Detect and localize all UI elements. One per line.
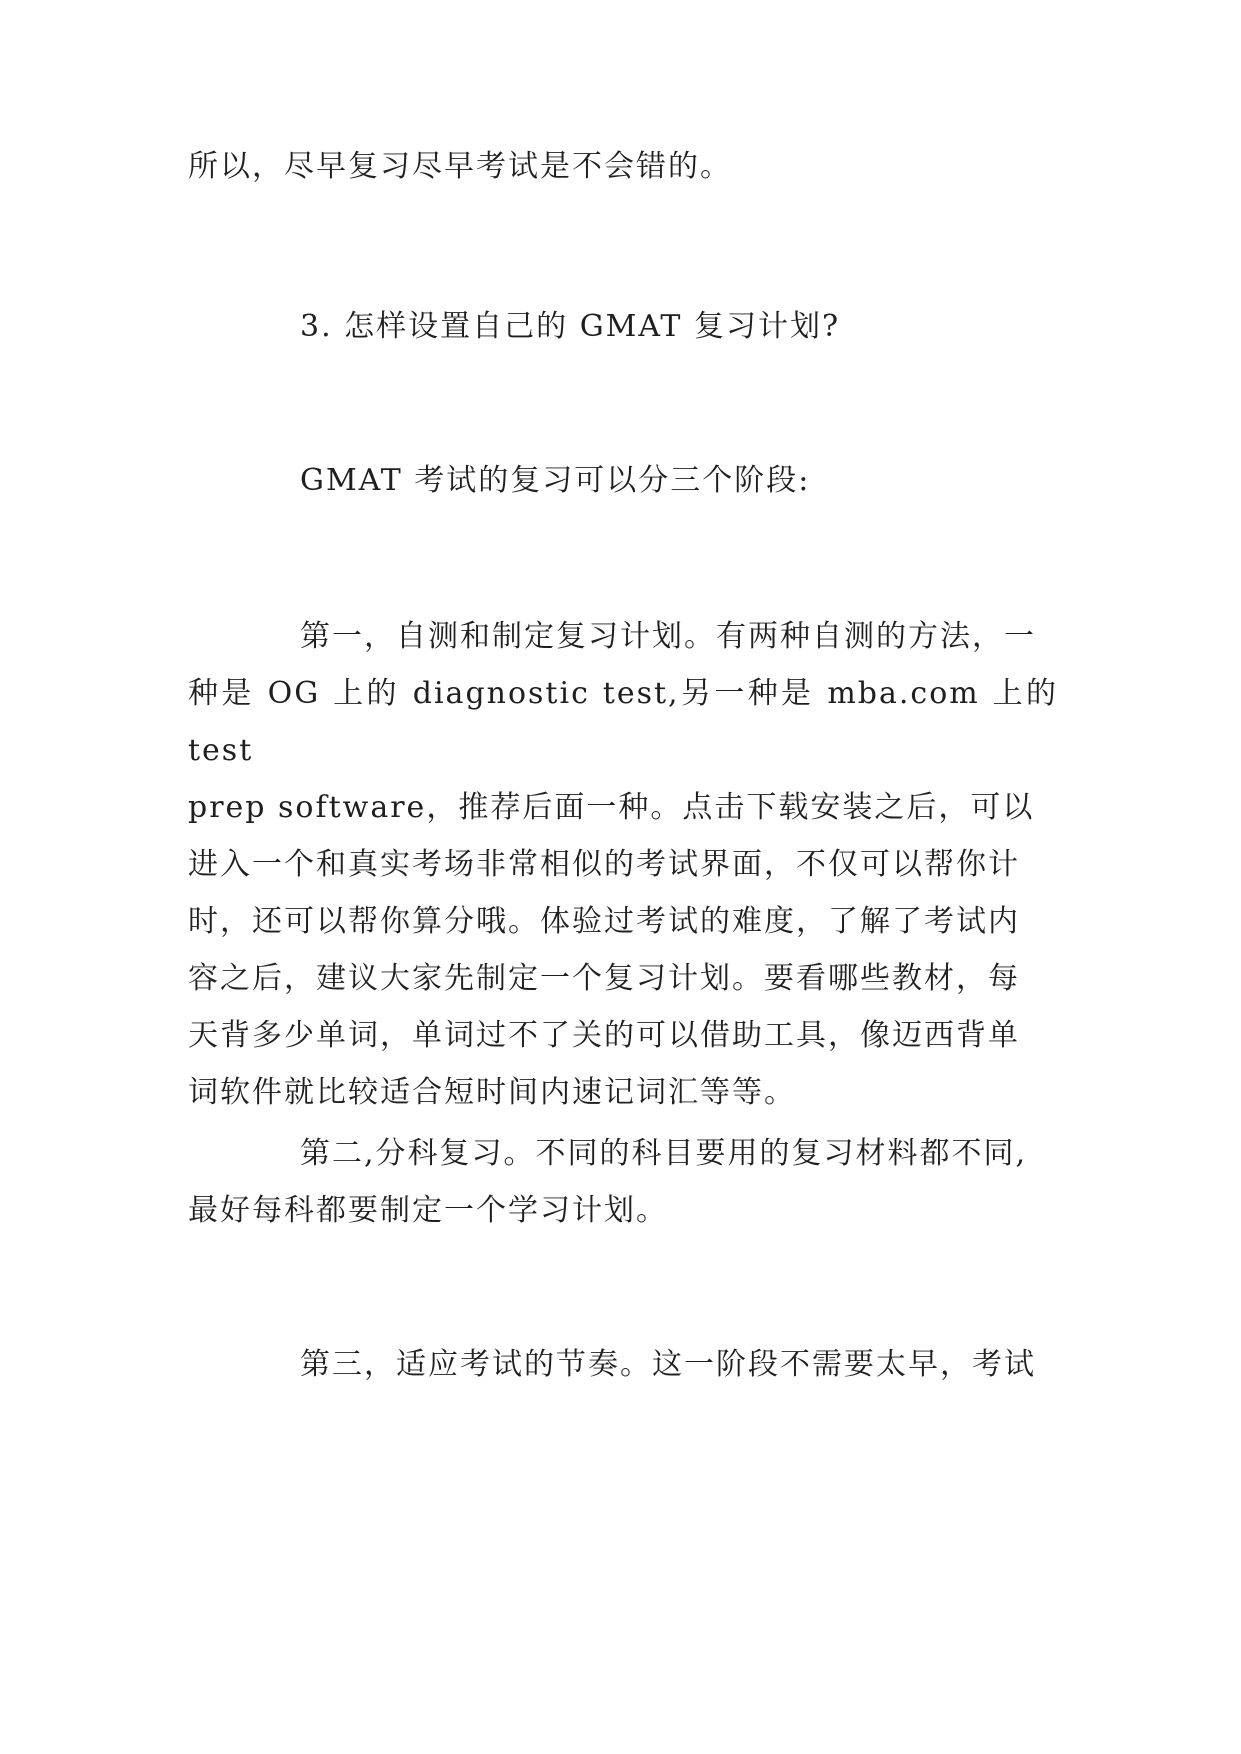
- text-line: 词软件就比较适合短时间内速记词汇等等。: [188, 1075, 796, 1110]
- text-line: 天背多少单词，单词过不了关的可以借助工具，像迈西背单: [188, 1018, 1020, 1053]
- paragraph-conclusion: [188, 138, 1058, 195]
- text-line: 时，还可以帮你算分哦。体验过考试的难度，了解了考试内: [188, 904, 1020, 939]
- text-line: 最好每科都要制定一个学习计划。: [188, 1193, 668, 1228]
- text-line: 容之后，建议大家先制定一个复习计划。要看哪些教材，每: [188, 961, 1020, 996]
- paragraph-stage-one: [188, 608, 1058, 1121]
- text-line: 第一，自测和制定复习计划。有两种自测的方法，一: [300, 619, 1036, 654]
- text-line: 3. 怎样设置自己的 GMAT 复习计划?: [300, 309, 841, 344]
- text-line: 种是 OG 上的 diagnostic test,另一种是 mba.com 上的 test: [188, 676, 1058, 768]
- section-heading: [300, 298, 1058, 355]
- paragraph-stage-three: [188, 1336, 1058, 1393]
- text-line: GMAT 考试的复习可以分三个阶段:: [300, 463, 811, 498]
- text-line: 进入一个和真实考场非常相似的考试界面，不仅可以帮你计: [188, 847, 1020, 882]
- text-line: 第三，适应考试的节奏。这一阶段不需要太早，考试: [300, 1347, 1036, 1382]
- text-line: 所以，尽早复习尽早考试是不会错的。: [188, 149, 732, 184]
- paragraph-intro: [300, 452, 1058, 509]
- text-line: prep software，推荐后面一种。点击下载安装之后，可以: [188, 790, 1035, 825]
- text-line: 第二,分科复习。不同的科目要用的复习材料都不同,: [300, 1136, 1028, 1171]
- paragraph-stage-two: [188, 1125, 1058, 1239]
